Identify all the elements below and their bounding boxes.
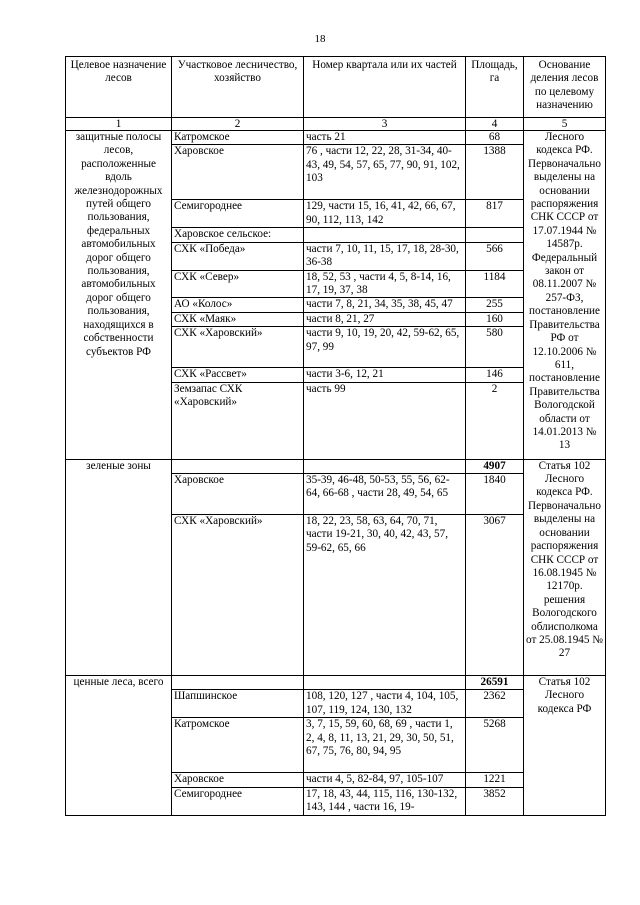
column-number: 5 [524, 118, 606, 131]
forestry-cell: Семигороднее [172, 787, 304, 815]
quarters-cell: части 9, 10, 19, 20, 42, 59-62, 65, 97, 99 [304, 327, 466, 368]
forest-purpose-table [65, 56, 606, 816]
quarters-cell: части 3-6, 12, 21 [304, 368, 466, 382]
table-header-row [66, 57, 606, 118]
forestry-cell: Харовское [172, 773, 304, 787]
forestry-cell: Катромское [172, 718, 304, 773]
quarters-cell: 18, 22, 23, 58, 63, 64, 70, 71, части 19-21, 30, 40, 42, 43, 57, 59-62, 65, 66 [304, 515, 466, 676]
area-cell: 580 [466, 327, 524, 368]
basis-cell: Лесного кодекса РФ. Первоначально выделены на основании распоряжения СНК СССР от 17.07.1944 № 14587р. Федеральный закон от 08.11.2007 № 257-ФЗ, постановление Правительства РФ от 12.10.2006 № 611, постановление Правительства Вологодской области от 14.01.2013 № 13 [524, 131, 606, 460]
quarters-cell: 129, части 15, 16, 41, 42, 66, 67, 90, 112, 113, 142 [304, 200, 466, 228]
quarters-cell: части 7, 8, 21, 34, 35, 38, 45, 47 [304, 298, 466, 312]
table-row [66, 131, 606, 145]
area-cell: 1184 [466, 270, 524, 298]
area-cell: 1388 [466, 145, 524, 200]
quarters-cell: 3, 7, 15, 59, 60, 68, 69 , части 1, 2, 4, 8, 11, 13, 21, 29, 30, 50, 51, 67, 75, 76, 80, 94, 95 [304, 718, 466, 773]
column-number-row [66, 118, 606, 131]
area-cell: 1221 [466, 773, 524, 787]
purpose-cell: зеленые зоны [66, 459, 172, 675]
column-header-basis: Основание деления лесов по целевому назначению [524, 57, 606, 118]
forestry-cell: Катромское [172, 131, 304, 145]
forestry-cell: СХК «Маяк» [172, 312, 304, 326]
area-cell: 1840 [466, 474, 524, 515]
forestry-cell: СХК «Победа» [172, 242, 304, 270]
column-header-purpose: Целевое назначение лесов [66, 57, 172, 118]
area-cell: 2362 [466, 690, 524, 718]
area-cell: 68 [466, 131, 524, 145]
area-cell [466, 228, 524, 242]
quarters-cell: 17, 18, 43, 44, 115, 116, 130-132, 143, 144 , части 16, 19- [304, 787, 466, 815]
column-header-forestry: Участковое лесничество, хозяйство [172, 57, 304, 118]
area-cell: 3852 [466, 787, 524, 815]
forestry-cell: СХК «Харовский» [172, 515, 304, 676]
forestry-cell: Шапшинское [172, 690, 304, 718]
quarters-cell [304, 459, 466, 473]
forestry-cell: СХК «Харовский» [172, 327, 304, 368]
area-cell: 3067 [466, 515, 524, 676]
area-cell: 146 [466, 368, 524, 382]
quarters-cell: 18, 52, 53 , части 4, 5, 8-14, 16, 17, 19, 37, 38 [304, 270, 466, 298]
forestry-cell: Харовское [172, 474, 304, 515]
basis-cell: Статья 102 Лесного кодекса РФ. Первоначально выделены на основании распоряжения СНК СССР от 16.08.1945 № 12170р. решения Вологодского облисполкома от 25.08.1945 № 27 [524, 459, 606, 675]
quarters-cell: 76 , части 12, 22, 28, 31-34, 40-43, 49, 54, 57, 65, 77, 90, 91, 102, 103 [304, 145, 466, 200]
quarters-cell [304, 228, 466, 242]
quarters-cell: части 7, 10, 11, 15, 17, 18, 28-30, 36-38 [304, 242, 466, 270]
purpose-cell: ценные леса, всего [66, 676, 172, 815]
forestry-cell: АО «Колос» [172, 298, 304, 312]
forestry-cell: Харовское сельское: [172, 228, 304, 242]
area-cell: 255 [466, 298, 524, 312]
forestry-cell: Семигороднее [172, 200, 304, 228]
page-number: 18 [314, 33, 326, 45]
area-cell: 817 [466, 200, 524, 228]
column-number: 4 [466, 118, 524, 131]
forestry-cell: Харовское [172, 145, 304, 200]
column-header-area: Площадь, га [466, 57, 524, 118]
forestry-cell: Земзапас СХК «Харовский» [172, 382, 304, 459]
total-area-cell: 4907 [466, 459, 524, 473]
quarters-cell: 108, 120, 127 , части 4, 104, 105, 107, 119, 124, 130, 132 [304, 690, 466, 718]
total-area-cell: 26591 [466, 676, 524, 690]
table-row [66, 459, 606, 473]
forestry-cell: СХК «Рассвет» [172, 368, 304, 382]
quarters-cell [304, 676, 466, 690]
quarters-cell: части 4, 5, 82-84, 97, 105-107 [304, 773, 466, 787]
quarters-cell: часть 21 [304, 131, 466, 145]
forestry-cell [172, 459, 304, 473]
table-row [66, 676, 606, 690]
forestry-cell: СХК «Север» [172, 270, 304, 298]
area-cell: 160 [466, 312, 524, 326]
quarters-cell: 35-39, 46-48, 50-53, 55, 56, 62-64, 66-68 , части 28, 49, 54, 65 [304, 474, 466, 515]
area-cell: 2 [466, 382, 524, 459]
quarters-cell: части 8, 21, 27 [304, 312, 466, 326]
area-cell: 566 [466, 242, 524, 270]
column-number: 1 [66, 118, 172, 131]
basis-cell: Статья 102 Лесного кодекса РФ [524, 676, 606, 815]
column-number: 3 [304, 118, 466, 131]
quarters-cell: часть 99 [304, 382, 466, 459]
column-number: 2 [172, 118, 304, 131]
area-cell: 5268 [466, 718, 524, 773]
purpose-cell: защитные полосы лесов, расположенные вдоль железнодорожных путей общего пользования, федеральных автомобильных дорог общего пользования, автомобильных дорог общего пользования, находящихся в собственности субъектов РФ [66, 131, 172, 460]
column-header-quarters: Номер квартала или их частей [304, 57, 466, 118]
forestry-cell [172, 676, 304, 690]
